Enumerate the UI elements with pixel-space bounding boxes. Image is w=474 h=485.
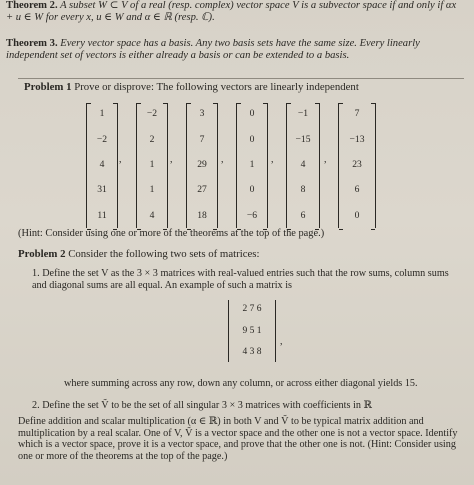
matrix-entry: 3 <box>249 347 255 357</box>
vector-1-entry: 31 <box>97 184 107 195</box>
theorem-2-label: Theorem 2. <box>6 0 58 11</box>
vector-4 <box>236 103 268 228</box>
theorem-3 <box>6 38 464 61</box>
problem-2 <box>18 248 464 485</box>
vector-2-entry: 1 <box>149 159 155 170</box>
vector-2-entry: −2 <box>146 108 158 119</box>
vector-1-entry: 11 <box>97 210 107 221</box>
vector-2-entry: 2 <box>149 134 155 145</box>
vector-3-entry: 29 <box>197 159 207 170</box>
vector-4-entry: −6 <box>246 210 258 221</box>
matrix-row <box>229 347 275 357</box>
vector-5 <box>286 103 320 228</box>
item-1-number: 1. <box>32 268 40 279</box>
problem-2-title <box>18 248 260 260</box>
vector-6-entry: 7 <box>354 108 360 119</box>
matrix-entry: 7 <box>249 304 255 314</box>
vector-separator: , <box>221 154 224 165</box>
vector-4-entry: 0 <box>249 134 255 145</box>
vector-5-entry: 8 <box>300 184 306 195</box>
problem-1 <box>18 78 464 249</box>
matrix-separator: , <box>280 336 283 347</box>
problem-2-item-1 <box>32 268 464 292</box>
vector-3-entry: 3 <box>199 108 205 119</box>
vector-separator: , <box>170 154 173 165</box>
matrix-entry: 1 <box>256 326 262 336</box>
vector-5-entry: 6 <box>300 210 306 221</box>
vector-6-entry: 0 <box>354 210 360 221</box>
vector-6 <box>338 103 376 228</box>
item-2-number: 2. <box>32 400 40 411</box>
matrix-row <box>229 326 275 336</box>
matrix-row <box>229 304 275 314</box>
vector-separator: , <box>119 154 122 165</box>
vector-5-entry: 4 <box>300 159 306 170</box>
matrix-entry: 8 <box>256 347 262 357</box>
vector-2-entry: 4 <box>149 210 155 221</box>
vector-4-entry: 1 <box>249 159 255 170</box>
theorem-2-text: A subset W ⊂ V of a real (resp. complex) vector space V is a subvector space if and only if αx + u ∈ W for every x, u ∈ W and α ∈ ℝ (resp. ℂ). <box>6 0 457 23</box>
vector-3-entry: 18 <box>197 210 207 221</box>
vector-4-entry: 0 <box>249 184 255 195</box>
matrix-entry: 2 <box>242 304 248 314</box>
problem-1-text: Prove or disprove: The following vectors are linearly independent <box>74 81 359 93</box>
problem-2-closing-text: Define addition and scalar multiplication (α ∈ ℝ) in both V and Ṽ to be typical matrix addition and multiplication by a real scalar. One of V, Ṽ is a vector space and the other one is not a vector space. Identify which is a vector space, prove it is a vector space, and prove that the other one is not. (Hint: Consider using one or more of the theorems at the top of the page.) <box>18 416 458 462</box>
vector-3-entry: 7 <box>199 134 205 145</box>
matrix-entry: 6 <box>256 304 262 314</box>
vector-2 <box>136 103 168 228</box>
vector-1-entry: −2 <box>96 134 108 145</box>
vector-6-entry: 6 <box>354 184 360 195</box>
problem-1-title <box>24 81 359 93</box>
matrix-entry: 4 <box>242 347 248 357</box>
problem-2-item-2 <box>32 400 464 412</box>
item-2-text: Define the set Ṽ to be the set of all singular 3 × 3 matrices with coefficients in ℝ <box>42 400 372 411</box>
vector-separator: , <box>324 154 327 165</box>
theorem-3-text: Every vector space has a basis. Any two basis sets have the same size. Every linearly independent set of vectors is either already a basis or can be extended to a basis. <box>6 38 420 61</box>
magic-square-matrix <box>228 300 276 362</box>
vector-3 <box>186 103 218 228</box>
problem-1-label: Problem 1 <box>24 81 72 93</box>
vector-6-entry: 23 <box>352 159 362 170</box>
vector-5-entry: −1 <box>297 108 309 119</box>
matrix-entry: 9 <box>242 326 248 336</box>
theorem-3-label: Theorem 3. <box>6 38 58 49</box>
vector-4-entry: 0 <box>249 108 255 119</box>
vector-1 <box>86 103 118 228</box>
item-1-text: Define the set V as the 3 × 3 matrices with real-valued entries such that the row sums, column sums and diagonal sums are all equal. An example of such a matrix is <box>32 268 449 291</box>
problem-2-text: Consider the following two sets of matrices: <box>68 248 260 260</box>
vector-1-entry: 1 <box>99 108 105 119</box>
vector-2-entry: 1 <box>149 184 155 195</box>
problem-2-label: Problem 2 <box>18 248 66 260</box>
vector-5-entry: −15 <box>295 134 311 145</box>
problem-1-hint: (Hint: Consider using one or more of the theorems at the top of the page.) <box>18 228 325 239</box>
vector-6-entry: −13 <box>349 134 365 145</box>
vector-1-entry: 4 <box>99 159 105 170</box>
item-1-after-text: where summing across any row, down any column, or across either diagonal yields 15. <box>64 378 418 389</box>
vector-separator: , <box>271 154 274 165</box>
vector-3-entry: 27 <box>197 184 207 195</box>
theorem-2 <box>6 0 464 23</box>
matrix-entry: 5 <box>249 326 255 336</box>
